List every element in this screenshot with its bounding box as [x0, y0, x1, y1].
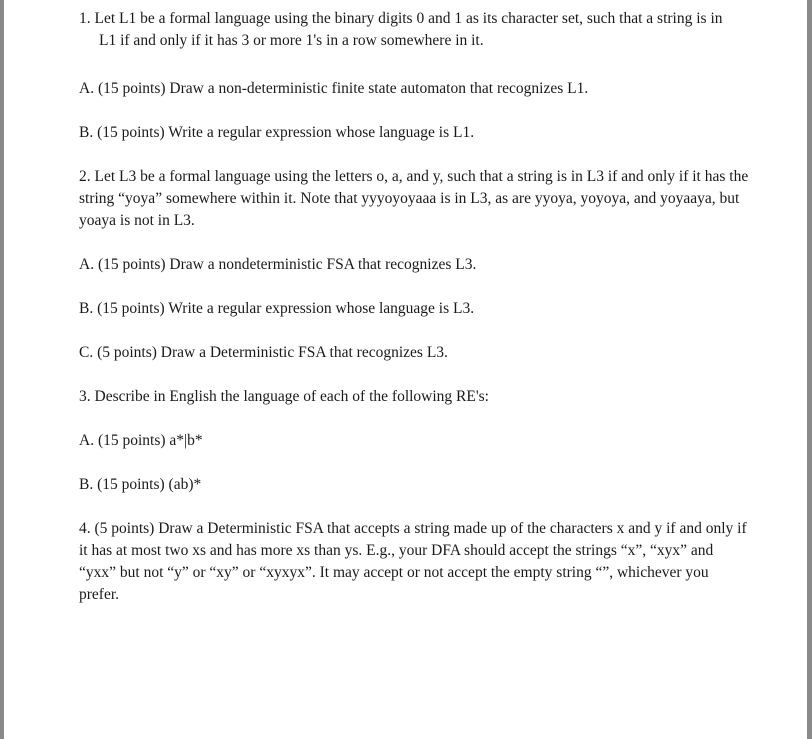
question-2-part-a: A. (15 points) Draw a nondeterministic FSA that recognizes L3.	[79, 256, 477, 273]
right-page-edge	[807, 0, 812, 739]
question-1-line-1: 1. Let L1 be a formal language using the binary digits 0 and 1 as its character set, such that a string is in	[79, 10, 723, 27]
document-content	[79, 8, 749, 606]
question-1-part-b: B. (15 points) Write a regular expression whose language is L1.	[79, 124, 475, 141]
question-1	[79, 8, 749, 52]
question-1-part-a: A. (15 points) Draw a non-deterministic finite state automaton that recognizes L1.	[79, 80, 589, 97]
question-2-intro: 2. Let L3 be a formal language using the letters o, a, and y, such that a string is in L3 if and only if it has the string “yoya” somewhere within it. Note that yyyoyoyaaa is in L3, as are yyoya, yoyoya, and yoyaaya, but yoaya is not in L3.	[79, 168, 749, 229]
document-page	[4, 0, 807, 739]
question-1-line-2: L1 if and only if it has 3 or more 1's in a row somewhere in it.	[99, 32, 484, 49]
question-3-intro: 3. Describe in English the language of each of the following RE's:	[79, 388, 489, 405]
question-3-part-a: A. (15 points) a*|b*	[79, 432, 203, 449]
question-2-part-c: C. (5 points) Draw a Deterministic FSA that recognizes L3.	[79, 344, 448, 361]
question-3-part-b: B. (15 points) (ab)*	[79, 476, 202, 493]
question-2-part-b: B. (15 points) Write a regular expression whose language is L3.	[79, 300, 475, 317]
question-4: 4. (5 points) Draw a Deterministic FSA that accepts a string made up of the characters x and y if and only if it has at most two xs and has more xs than ys. E.g., your DFA should accept the strings “x”, “xyx” and “yxx” but not “y” or “xy” or “xyxyx”. It may accept or not accept the empty string “”, whichever you prefer.	[79, 520, 747, 603]
